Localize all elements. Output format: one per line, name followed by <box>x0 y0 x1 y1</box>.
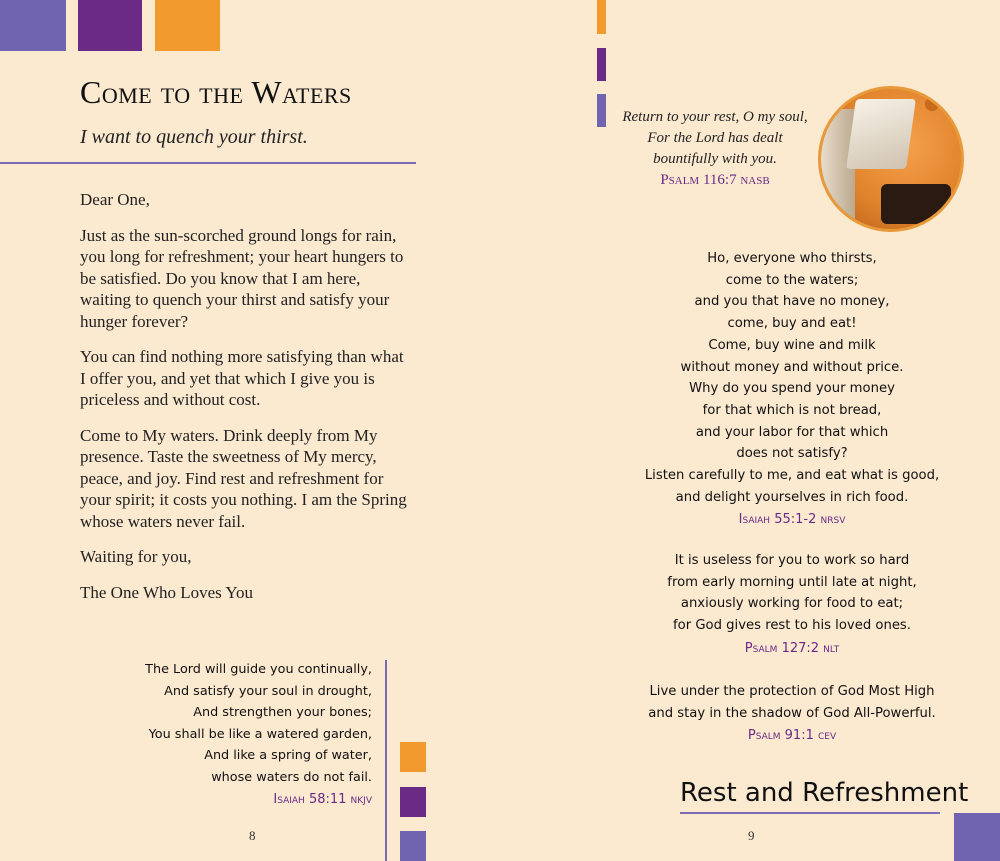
verse-line: Come, buy wine and milk <box>708 337 876 353</box>
verse-line: for that which is not bread, <box>702 402 882 418</box>
towel-shape <box>846 99 916 169</box>
verse-reference: Isaiah 55:1-2 nrsv <box>738 512 846 528</box>
letter-body <box>80 189 410 617</box>
quote-psalm-116 <box>610 107 820 191</box>
verse-line: And satisfy your soul in drought, <box>164 683 372 699</box>
decor-square-purple <box>400 787 426 817</box>
verse-line: You shall be like a watered garden, <box>148 726 372 742</box>
decor-square-purple <box>78 0 142 51</box>
page-number-left: 8 <box>249 828 256 843</box>
decor-square-orange <box>155 0 220 51</box>
page-title: Come to the Waters <box>80 74 352 110</box>
pitcher-and-basin-photo <box>818 86 964 232</box>
verse-side-rule <box>385 660 387 861</box>
verse-line: without money and without price. <box>680 359 904 375</box>
verse-line: and you that have no money, <box>694 294 890 310</box>
letter-paragraph: Dear One, <box>80 190 150 209</box>
page-subtitle: I want to quench your thirst. <box>80 126 308 148</box>
quote-reference: Psalm 116:7 nasb <box>660 172 770 188</box>
basin-shape <box>881 184 951 224</box>
verse-line: come, buy and eat! <box>727 316 857 332</box>
verse-line: from early morning until late at night, <box>667 574 917 590</box>
verse-line: does not satisfy? <box>736 446 848 462</box>
letter-paragraph: Come to My waters. Drink deeply from My presence. Taste the sweetness of My mercy, peace, and joy. Find rest and refreshment for your spirit; it costs you nothing. I am the Spring whose waters never fail. <box>80 425 407 531</box>
verse-line: and delight yourselves in rich food. <box>675 489 909 505</box>
verse-line: anxiously working for food to eat; <box>680 596 904 612</box>
page-number-right: 9 <box>748 828 755 843</box>
decor-square-lavender <box>0 0 66 51</box>
letter-paragraph: Just as the sun-scorched ground longs for rain, you long for refreshment; your heart hungers to be satisfied. Do you know that I am here, waiting to quench your thirst and satisfy your hunger forever? <box>80 225 404 331</box>
letter-paragraph: You can find nothing more satisfying than what I offer you, and yet that which I give you is priceless and without cost. <box>80 347 404 409</box>
verse-line: Listen carefully to me, and eat what is good, <box>644 468 940 484</box>
verse-line: and stay in the shadow of God All-Powerful. <box>648 705 936 721</box>
decor-square-lavender <box>954 813 1000 861</box>
verse-isaiah-58 <box>145 659 372 810</box>
quote-line: For the Lord has dealt <box>647 130 783 146</box>
verse-line: for God gives rest to his loved ones. <box>673 618 911 634</box>
verse-reference: Psalm 127:2 nlt <box>744 640 840 656</box>
verse-reference: Isaiah 58:11 nkjv <box>273 791 372 807</box>
verse-line: and your labor for that which <box>695 424 889 440</box>
section-footer-title: Rest and Refreshment <box>680 778 969 808</box>
verse-line: And strengthen your bones; <box>193 705 372 721</box>
verse-isaiah-55 <box>640 248 944 532</box>
verse-line: And like a spring of water, <box>204 748 372 764</box>
verse-line: Why do you spend your money <box>689 381 895 397</box>
verse-reference: Psalm 91:1 cev <box>747 728 837 744</box>
decor-square-lavender <box>400 831 426 861</box>
quote-line: Return to your rest, O my soul, <box>622 109 808 125</box>
decor-square-purple <box>597 48 606 81</box>
letter-paragraph: Waiting for you, <box>80 547 192 566</box>
decor-square-lavender <box>597 94 606 127</box>
decor-square-orange <box>400 742 426 772</box>
flower-shape <box>925 97 939 111</box>
title-divider <box>0 162 416 164</box>
verse-line: The Lord will guide you continually, <box>145 662 372 677</box>
verse-line: Live under the protection of God Most High <box>649 684 935 699</box>
quote-line: bountifully with you. <box>653 151 777 167</box>
footer-divider <box>680 812 940 814</box>
verse-line: whose waters do not fail. <box>211 769 372 785</box>
letter-signature: The One Who Loves You <box>80 582 253 602</box>
verse-psalm-127 <box>640 550 944 661</box>
verse-psalm-91 <box>640 681 944 748</box>
decor-square-orange <box>597 0 606 34</box>
verse-line: come to the waters; <box>725 272 859 288</box>
verse-line: It is useless for you to work so hard <box>674 553 910 568</box>
verse-line: Ho, everyone who thirsts, <box>707 251 877 266</box>
